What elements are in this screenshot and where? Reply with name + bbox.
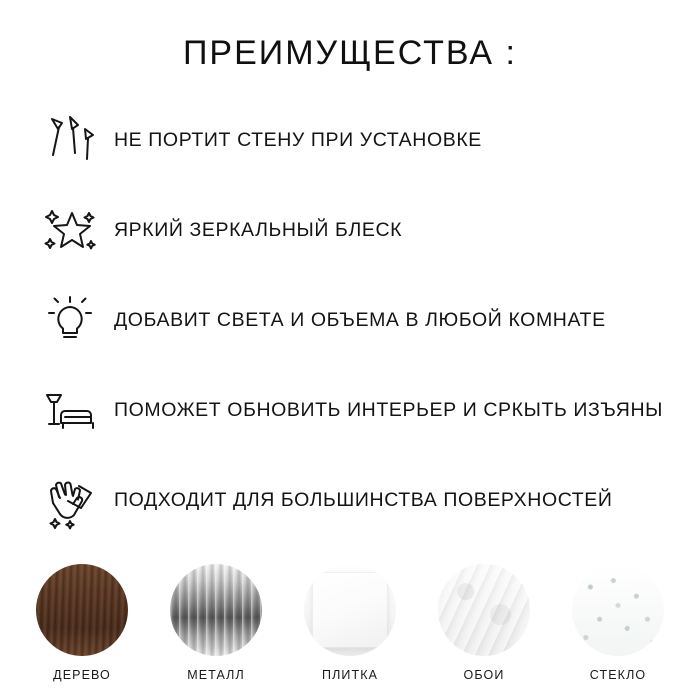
- sample-label: ОБОИ: [463, 668, 505, 682]
- sample-glass: [564, 564, 672, 682]
- list-item-label: ЯРКИЙ ЗЕРКАЛЬНЫЙ БЛЕСК: [114, 218, 403, 241]
- sample-label: ДЕРЕВО: [53, 668, 111, 682]
- sample-label: МЕТАЛЛ: [187, 668, 245, 682]
- sample-label: СТЕКЛО: [589, 668, 647, 682]
- swatch-metal: [170, 564, 262, 656]
- list-item: [26, 185, 674, 275]
- list-item-label: НЕ ПОРТИТ СТЕНУ ПРИ УСТАНОВКЕ: [114, 128, 482, 151]
- sample-wallpaper: [430, 564, 538, 682]
- list-item: [26, 455, 674, 545]
- sample-label: ПЛИТКА: [321, 668, 379, 682]
- list-item-label: ПОДХОДИТ ДЛЯ БОЛЬШИНСТВА ПОВЕРХНОСТЕЙ: [114, 488, 613, 511]
- lightbulb-icon: [26, 280, 114, 360]
- list-item: [26, 275, 674, 365]
- sparkle-star-icon: [26, 190, 114, 270]
- sample-tile: [296, 564, 404, 682]
- sample-metal: [162, 564, 270, 682]
- nails-icon: [26, 100, 114, 180]
- swatch-wood: [36, 564, 128, 656]
- surface-samples: [0, 564, 700, 682]
- sofa-lamp-icon: [26, 370, 114, 450]
- list-item-label: ПОМОЖЕТ ОБНОВИТЬ ИНТЕРЬЕР И СРКЫТЬ ИЗЪЯНЫ: [114, 398, 663, 421]
- swatch-glass: [572, 564, 664, 656]
- list-item: [26, 365, 674, 455]
- list-item: [26, 95, 674, 185]
- swatch-tile: [304, 564, 396, 656]
- benefits-list: [0, 95, 700, 545]
- cleaning-hand-icon: [26, 460, 114, 540]
- swatch-wallpaper: [438, 564, 530, 656]
- sample-wood: [28, 564, 136, 682]
- page-title: ПРЕИМУЩЕСТВА :: [182, 34, 518, 72]
- list-item-label: ДОБАВИТ СВЕТА И ОБЪЕМА В ЛЮБОЙ КОМНАТЕ: [114, 308, 606, 331]
